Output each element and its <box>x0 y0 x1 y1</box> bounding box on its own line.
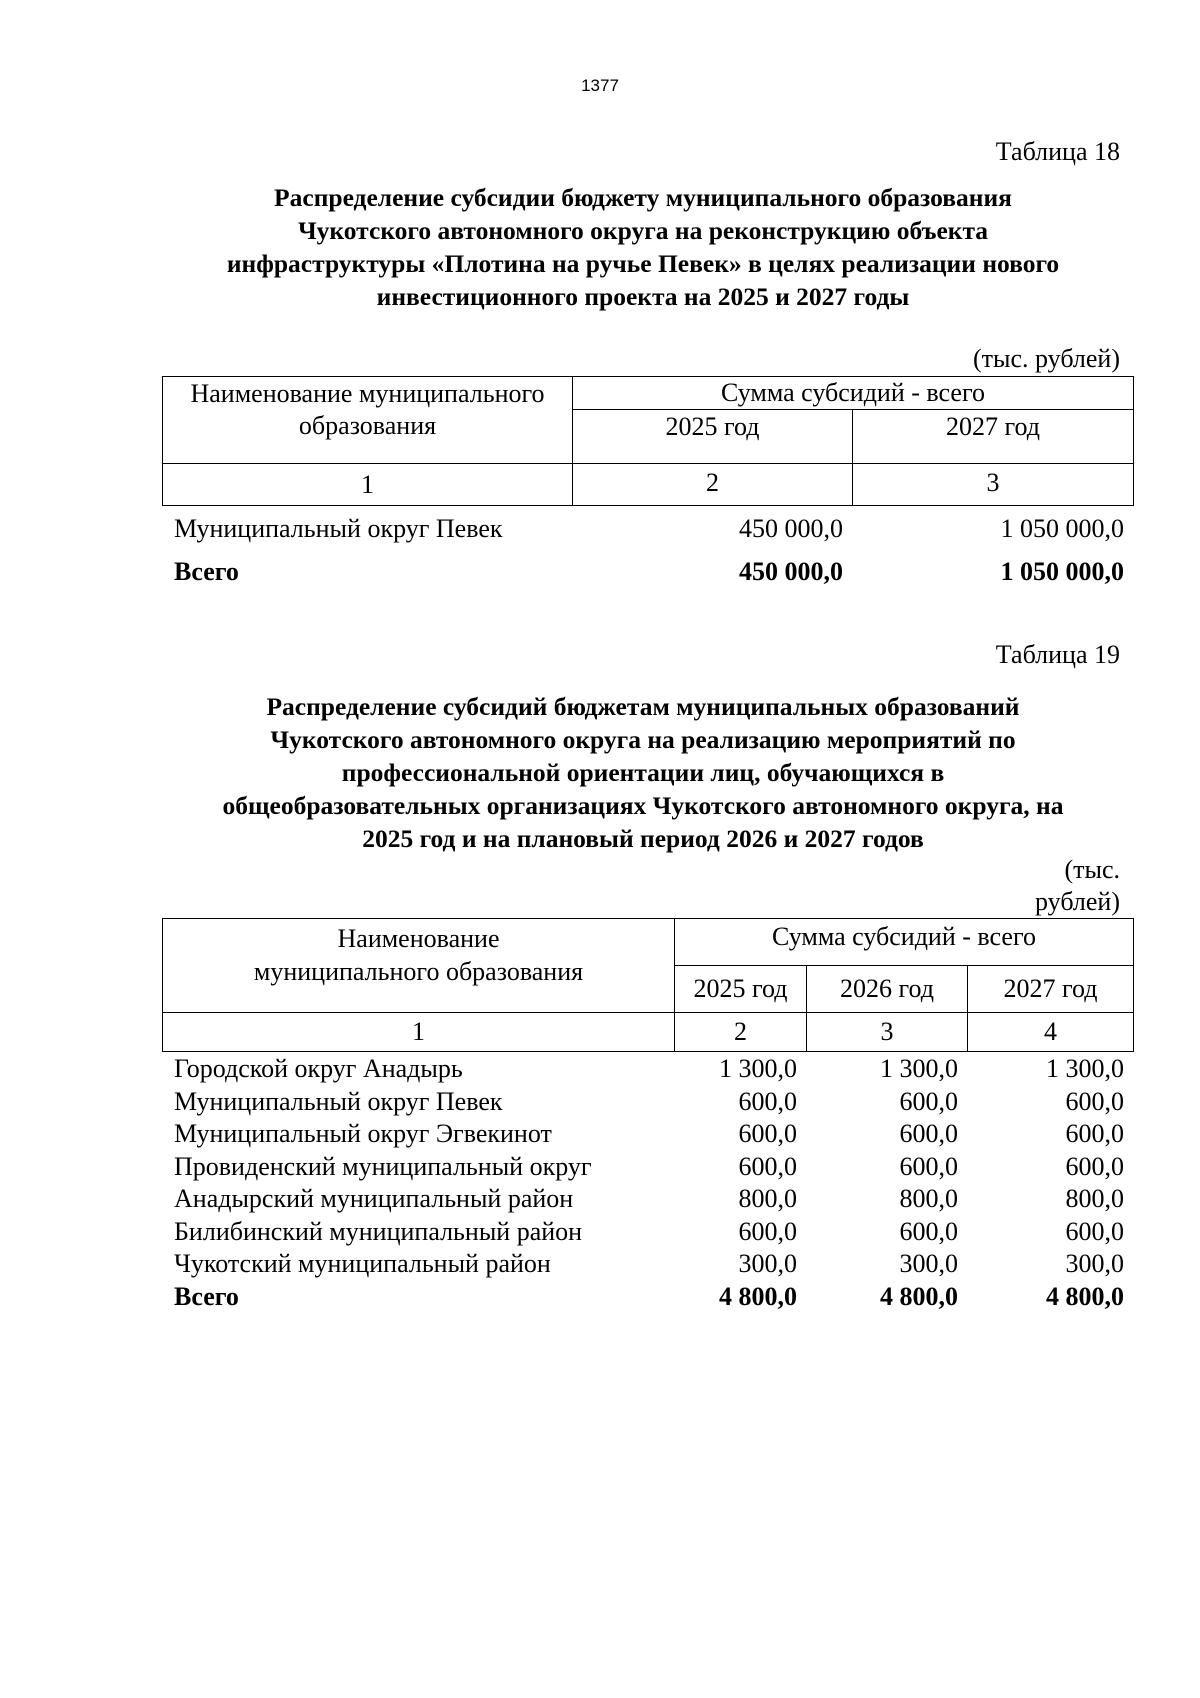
row-value: 800,0 <box>738 1184 797 1214</box>
table-18-label: Таблица 18 <box>995 137 1120 166</box>
table-19-body <box>162 1053 1133 1313</box>
row-value: 600,0 <box>1065 1151 1124 1181</box>
col-number: 2 <box>573 464 853 506</box>
col-number: 3 <box>807 1013 968 1052</box>
table-row <box>162 1216 1133 1249</box>
row-value: 1 300,0 <box>880 1054 958 1084</box>
row-value: 600,0 <box>899 1216 958 1246</box>
total-value: 450 000,0 <box>739 556 843 586</box>
unit-line: (тыс. <box>1064 855 1120 884</box>
row-value: 600,0 <box>1065 1086 1124 1116</box>
header-name-line: муниципального образования <box>253 957 584 986</box>
total-label: Всего <box>174 1281 239 1311</box>
title-line: профессиональной ориентации лиц, обучающихся в <box>341 758 945 787</box>
table-row <box>162 1118 1133 1151</box>
unit-line: рублей) <box>1035 887 1120 916</box>
title-line: Распределение субсидий бюджетам муниципальных образований <box>266 692 1020 721</box>
title-line: Чукотского автономного округа на реконструкцию объекта <box>297 216 989 245</box>
row-value: 300,0 <box>1065 1249 1124 1279</box>
row-value: 600,0 <box>1065 1119 1124 1149</box>
row-value: 300,0 <box>738 1249 797 1279</box>
title-line: инвестиционного проекта на 2025 и 2027 годы <box>376 282 910 311</box>
col-number: 3 <box>853 464 1134 506</box>
row-value: 800,0 <box>1065 1184 1124 1214</box>
row-value: 600,0 <box>1065 1216 1124 1246</box>
row-value: 600,0 <box>738 1086 797 1116</box>
table-row <box>162 1053 1133 1086</box>
table-18-unit: (тыс. рублей) <box>972 344 1120 373</box>
table-18-title <box>150 181 1136 313</box>
table-row <box>162 1183 1133 1216</box>
title-line: 2025 год и на плановый период 2026 и 2027 годов <box>362 824 924 853</box>
row-value: 600,0 <box>899 1151 958 1181</box>
title-line: Чукотского автономного округа на реализацию мероприятий по <box>270 725 1016 754</box>
header-group: Сумма субсидий - всего <box>675 919 1134 966</box>
table-19-header <box>162 918 1134 1052</box>
row-value: 600,0 <box>738 1119 797 1149</box>
total-value: 1 050 000,0 <box>1000 556 1124 586</box>
header-year-2025: 2025 год <box>675 966 807 1013</box>
row-value: 450 000,0 <box>739 513 843 543</box>
total-row <box>162 550 1133 593</box>
table-18-body <box>162 507 1133 593</box>
row-name: Городской округ Анадырь <box>174 1054 463 1084</box>
header-year-2027: 2027 год <box>853 410 1134 464</box>
title-line: общеобразовательных организациях Чукотского автономного округа, на <box>222 791 1064 820</box>
row-name: Чукотский муниципальный район <box>174 1249 551 1279</box>
table-row <box>162 1248 1133 1281</box>
header-name <box>163 919 675 1013</box>
row-value: 600,0 <box>899 1119 958 1149</box>
row-value: 1 300,0 <box>1046 1054 1124 1084</box>
table-19-title <box>150 690 1136 855</box>
col-number: 2 <box>675 1013 807 1052</box>
row-name: Муниципальный округ Эгвекинот <box>174 1119 552 1149</box>
col-number: 4 <box>968 1013 1134 1052</box>
col-number: 1 <box>163 1013 675 1052</box>
header-name: Наименование муниципального образования <box>163 377 573 464</box>
row-value: 600,0 <box>738 1216 797 1246</box>
row-value: 800,0 <box>899 1184 958 1214</box>
row-name: Провиденский муниципальный округ <box>174 1151 592 1181</box>
table-row <box>162 1151 1133 1184</box>
row-value: 600,0 <box>899 1086 958 1116</box>
header-year-2025: 2025 год <box>573 410 853 464</box>
row-value: 1 050 000,0 <box>1000 513 1124 543</box>
table-18-header <box>162 376 1134 506</box>
header-year-2026: 2026 год <box>807 966 968 1013</box>
total-value: 4 800,0 <box>1046 1281 1124 1311</box>
table-19-unit <box>1035 854 1120 918</box>
row-value: 1 300,0 <box>719 1054 797 1084</box>
row-name: Анадырский муниципальный район <box>174 1184 574 1214</box>
title-line: инфраструктуры «Плотина на ручье Певек» в целях реализации нового <box>226 249 1060 278</box>
header-year-2027: 2027 год <box>968 966 1134 1013</box>
title-line: Распределение субсидии бюджету муниципального образования <box>274 183 1012 212</box>
table-row <box>162 1086 1133 1119</box>
total-value: 4 800,0 <box>880 1281 958 1311</box>
table-row <box>162 507 1133 550</box>
row-name: Билибинский муниципальный район <box>174 1216 583 1246</box>
row-value: 300,0 <box>899 1249 958 1279</box>
header-name-line: Наименование <box>337 924 500 953</box>
page-number: 1377 <box>581 76 619 95</box>
total-value: 4 800,0 <box>719 1281 797 1311</box>
total-label: Всего <box>174 556 239 586</box>
total-row <box>162 1281 1133 1314</box>
row-value: 600,0 <box>738 1151 797 1181</box>
col-number: 1 <box>163 464 573 506</box>
row-name: Муниципальный округ Певек <box>174 1086 503 1116</box>
header-group: Сумма субсидий - всего <box>573 377 1134 410</box>
table-19-label: Таблица 19 <box>995 640 1120 669</box>
row-name: Муниципальный округ Певек <box>174 513 503 543</box>
